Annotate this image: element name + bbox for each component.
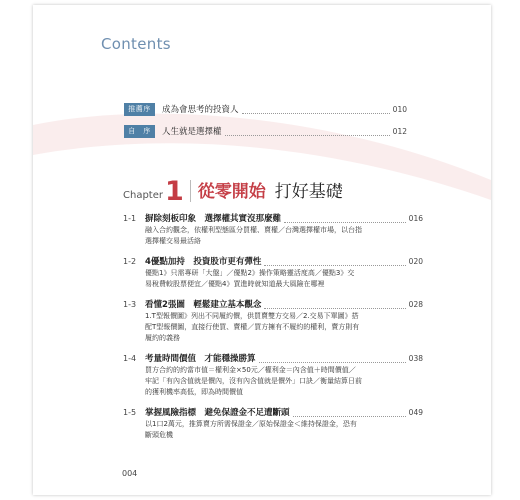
section-heading bbox=[123, 351, 423, 365]
dot-leader bbox=[264, 257, 405, 266]
chapter-subtitle: 打好基礎 bbox=[274, 182, 343, 202]
chapter-heading bbox=[123, 175, 343, 205]
section-page: 016 bbox=[408, 213, 423, 223]
section-heading bbox=[123, 297, 423, 311]
section-entry[interactable] bbox=[123, 405, 423, 441]
description-line: 1.T型報價圖》列出不同履約價，供買賣雙方交易／2.交易下單圖》搭 bbox=[145, 312, 359, 320]
dot-leader bbox=[259, 354, 406, 363]
section-page: 028 bbox=[408, 299, 423, 309]
section-description bbox=[145, 419, 411, 441]
dot-leader bbox=[264, 300, 405, 309]
description-line: 買方合約的約當市值＝權利金×50元／權利金＝內含值＋時間價值／ bbox=[145, 366, 356, 374]
section-page: 049 bbox=[408, 407, 423, 417]
section-title: 考量時間價值 才能穩操勝算 bbox=[145, 354, 256, 364]
chapter-number: 1 bbox=[164, 176, 184, 207]
section-list bbox=[123, 211, 423, 448]
section-entry[interactable] bbox=[123, 254, 423, 290]
description-line: 履約的義務 bbox=[145, 334, 180, 342]
front-matter-row[interactable] bbox=[124, 101, 407, 117]
dot-leader bbox=[242, 105, 390, 114]
section-number: 1-2 bbox=[123, 256, 137, 266]
front-matter-title: 人生就是選擇權 bbox=[162, 127, 222, 137]
section-title: 看懂2張圖 輕鬆建立基本觀念 bbox=[145, 300, 262, 310]
dot-leader bbox=[225, 127, 390, 136]
section-number: 1-5 bbox=[123, 407, 137, 417]
section-number: 1-4 bbox=[123, 353, 137, 363]
contents-title: Contents bbox=[101, 35, 171, 53]
section-entry[interactable] bbox=[123, 351, 423, 398]
front-matter-page: 012 bbox=[392, 126, 407, 136]
chapter-divider bbox=[190, 180, 191, 202]
section-title: 4優點加持 投資股市更有彈性 bbox=[145, 257, 262, 267]
front-matter-title: 成為會思考的投資人 bbox=[162, 105, 239, 115]
chapter-title: 從零開始 bbox=[197, 182, 266, 202]
description-line: 融入合約觀念，依權利型態區分買權、賣權／台灣選擇權市場，以台指 bbox=[145, 226, 362, 234]
page-number: 004 bbox=[122, 469, 138, 478]
section-number: 1-1 bbox=[123, 213, 137, 223]
description-line: 優點1》只需專研「大盤」／優點2》操作策略靈活度高／優點3》交 bbox=[145, 269, 355, 277]
book-page bbox=[33, 5, 491, 495]
section-description bbox=[145, 268, 411, 290]
section-heading bbox=[123, 405, 423, 419]
description-line: 的獲利機率高低，即為時間價值 bbox=[145, 388, 243, 396]
section-description bbox=[145, 311, 411, 344]
description-line: 以1口2萬元，推算賣方所需保證金／原始保證金＜維持保證金，恐有 bbox=[145, 420, 357, 428]
front-matter-badge: 推薦序 bbox=[124, 103, 155, 116]
front-matter-page: 010 bbox=[392, 104, 407, 114]
description-line: 牢記「有內含值就是價內，沒有內含值就是價外」口訣／衡量結算日前 bbox=[145, 377, 362, 385]
section-entry[interactable] bbox=[123, 211, 423, 247]
section-heading bbox=[123, 254, 423, 268]
front-matter-badge: 自 序 bbox=[124, 125, 155, 138]
section-title: 摒除刻板印象 選擇權其實沒那麼難 bbox=[145, 214, 282, 224]
description-line: 斷頭危機 bbox=[145, 431, 173, 439]
description-line: 易稅費較股票便宜／優點4》買進時就知道最大風險在哪裡 bbox=[145, 280, 325, 288]
section-description bbox=[145, 365, 411, 398]
section-number: 1-3 bbox=[123, 299, 137, 309]
front-matter-row[interactable] bbox=[124, 123, 407, 139]
section-title: 掌握風險指標 避免保證金不足遭斷頭 bbox=[145, 408, 290, 418]
description-line: 選擇權交易最活絡 bbox=[145, 237, 201, 245]
section-description bbox=[145, 225, 411, 247]
section-entry[interactable] bbox=[123, 297, 423, 344]
dot-leader bbox=[284, 214, 406, 223]
section-page: 020 bbox=[408, 256, 423, 266]
section-page: 038 bbox=[408, 353, 423, 363]
section-heading bbox=[123, 211, 423, 225]
dot-leader bbox=[293, 408, 406, 417]
chapter-word: Chapter bbox=[123, 190, 163, 201]
description-line: 配T型報價圖，直接行使買、賣權／買方擁有不履約的權利，賣方則有 bbox=[145, 323, 360, 331]
